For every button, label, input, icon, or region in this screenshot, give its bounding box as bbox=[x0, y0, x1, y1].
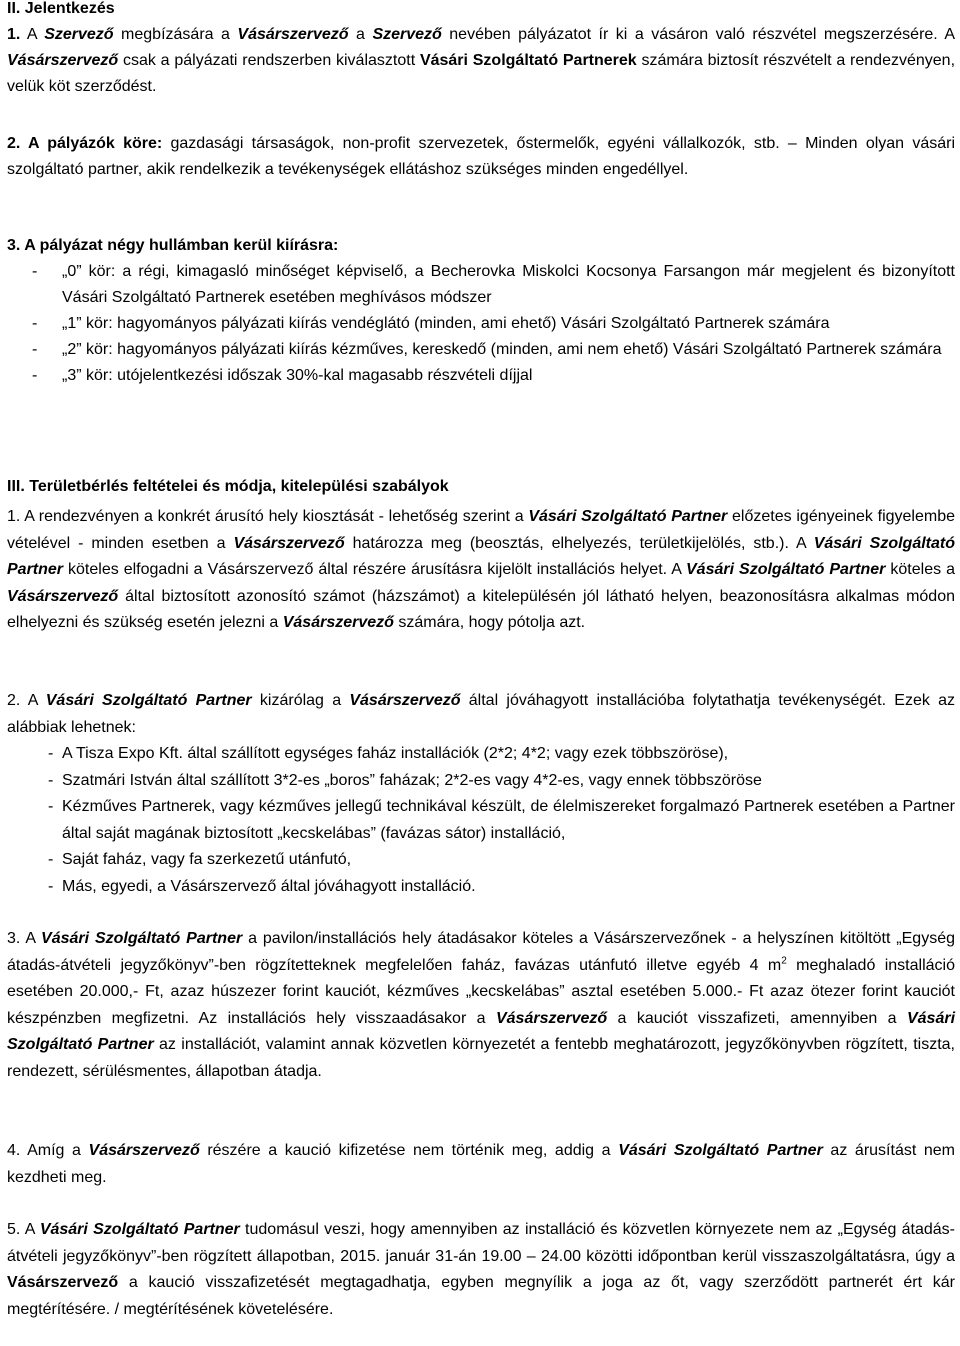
sec3-paragraph-5: 5. A Vásári Szolgáltató Partner tudomásul veszi, hogy amennyiben az installáció és közvetlen környezete nem az „Egység átadás-átvételi jegyzőkönyv”-ben rögzített állapotban, 2015. január 31-án 19.00 – 24.00 közötti időpontban kerül visszaszolgáltatásra, úgy a Vásárszervező a kaució visszafizetését megtagadhatja, egyben megnyílik a joga az őt, vagy szerződött partnerét ért kár megtérítésére. / megtérítésének követelésére. bbox=[7, 1221, 956, 1318]
sec3-paragraph-1: 1. A rendezvényen a konkrét árusító hely kiosztását - lehetőség szerint a Vásári Szolgáltató Partner előzetes igényeinek figyelembe vételével - minden esetben a Vásárszervező határozza meg (beosztás, elhelyezés, területkijelölés, stb.). A Vásári Szolgáltató Partner köteles elfogadni a Vásárszervező által részére árusításra kijelölt installációs helyet. A Vásári Szolgáltató Partner köteles a Vásárszervező által biztosított azonosító számot (házszámot) a kitelepülésén jól látható helyen, beazonosításra alkalmas módon elhelyezni és szükség esetén jelezni a Vásárszervező számára, hogy pótolja azt. bbox=[7, 508, 955, 631]
list-item: - Más, egyedi, a Vásárszervező által jóváhagyott installáció. bbox=[48, 877, 476, 895]
section-3-heading: III. Területbérlés feltételei és módja, kitelepülési szabályok bbox=[7, 478, 449, 495]
list-item: - Szatmári István által szállított 3*2-es „boros” faházak; 2*2-es vagy 4*2-es, vagy ennek többszöröse bbox=[48, 771, 762, 789]
sec3-paragraph-2: 2. A Vásári Szolgáltató Partner kizárólag a Vásárszervező által jóváhagyott installációba folytathatja tevékenységét. Ezek az alábbiak lehetnek: - A Tisza Expo Kft. által szállított egységes faház installációk (2*2; 4*2; vagy ezek többszöröse), - Szatmári István által szállított 3*2-es „boros” faházak; 2*2-es vagy 4*2-es, vagy ennek többszöröse - Kézműves Partnerek, vagy kézműves jellegű technikával készült, de élelmiszereket forgalmazó Partnerek esetében a Partner által saját magának biztosított „kecskelábas” (favázas sátor) installáció, - Saját faház, vagy fa szerkezetű utánfutó, - Más, egyedi, a Vásárszervező által jóváhagyott installáció. bbox=[7, 688, 955, 900]
list-item: - „3” kör: utójelentkezési időszak 30%-kal magasabb részvételi díjjal bbox=[32, 367, 533, 384]
list-item: - Kézműves Partnerek, vagy kézműves jellegű technikával készült, de élelmiszereket forgalmazó Partnerek esetében a Partner által saját magának biztosított „kecskelábas” (favázas sátor) installáció, bbox=[48, 798, 955, 842]
list-item: - „2” kör: hagyományos pályázati kiírás kézműves, kereskedő (minden, ami nem ehető) Vásári Szolgáltató Partnerek számára bbox=[32, 341, 942, 358]
list-item: - „1” kör: hagyományos pályázati kiírás vendéglátó (minden, ami ehető) Vásári Szolgáltató Partnerek számára bbox=[32, 315, 830, 332]
sec3-paragraph-3: 3. A Vásári Szolgáltató Partner a pavilon/installációs hely átadásakor köteles a Vásárszervezőnek - a helyszínen kitöltött „Egység átadás-átvételi jegyzőkönyv”-ben rögzítetteknek megfelelően faház, favázas utánfutó illetve egyéb 4 $m^2$ meghaladó installáció esetében 20.000,- Ft, azaz húszezer forint kauciót, kézműves „kecskelábas” asztal esetében 5.000.- Ft azaz ötezer forint kauciót készpénzben megfizetni. Az installációs hely visszaadásakor a Vásárszervező a kauciót visszafizeti, amennyiben a Vásári Szolgáltató Partner az installációt, valamint annak közvetlen környezetét a fentebb meghatározott, jegyzőkönyvben rögzített, tiszta, rendezett, sérülésmentes, állapotban átadja. bbox=[7, 930, 956, 1080]
sec3-paragraph-4: 4. Amíg a Vásárszervező részére a kaució kifizetése nem történik meg, addig a Vásári Szolgáltató Partner az árusítást nem kezdheti meg. bbox=[7, 1142, 956, 1186]
sec2-paragraph-2: 2. A pályázók köre: gazdasági társaságok, non-profit szervezetek, őstermelők, egyéni vállalkozók, stb. – Minden olyan vásári szolgáltató partner, akik rendelkezik a tevékenységek ellátáshoz szükséges minden engedéllyel. bbox=[7, 135, 955, 178]
list-item: - A Tisza Expo Kft. által szállított egységes faház installációk (2*2; 4*2; vagy ezek többszöröse), bbox=[48, 745, 729, 762]
list-item: - „0” kör: a régi, kimagasló minőséget képviselő, a Becherovka Miskolci Kocsonya Farsangon már megjelent és bizonyított Vásári Szolgáltató Partnerek esetében meghívásos módszer bbox=[32, 263, 955, 306]
section-2-heading: II. Jelentkezés bbox=[7, 0, 115, 17]
list-item: - Saját faház, vagy fa szerkezetű utánfutó, bbox=[48, 851, 352, 868]
sec2-paragraph-3: 3. A pályázat négy hullámban kerül kiírásra: - „0” kör: a régi, kimagasló minőséget képviselő, a Becherovka Miskolci Kocsonya Farsangon már megjelent és bizonyított Vásári Szolgáltató Partnerek esetében meghívásos módszer - „1” kör: hagyományos pályázati kiírás vendéglátó (minden, ami ehető) Vásári Szolgáltató Partnerek számára - „2” kör: hagyományos pályázati kiírás kézműves, kereskedő (minden, ami nem ehető) Vásári Szolgáltató Partnerek számára - „3” kör: utójelentkezési időszak 30%-kal magasabb részvételi díjjal bbox=[7, 233, 955, 389]
sec2-paragraph-1: 1. A Szervező megbízására a Vásárszervező a Szervező nevében pályázatot ír ki a vásáron való részvétel megszerzésére. A Vásárszervező csak a pályázati rendszerben kiválasztott Vásári Szolgáltató Partnerek számára biztosít részvételt a rendezvényen, velük köt szerződést. bbox=[7, 26, 956, 95]
